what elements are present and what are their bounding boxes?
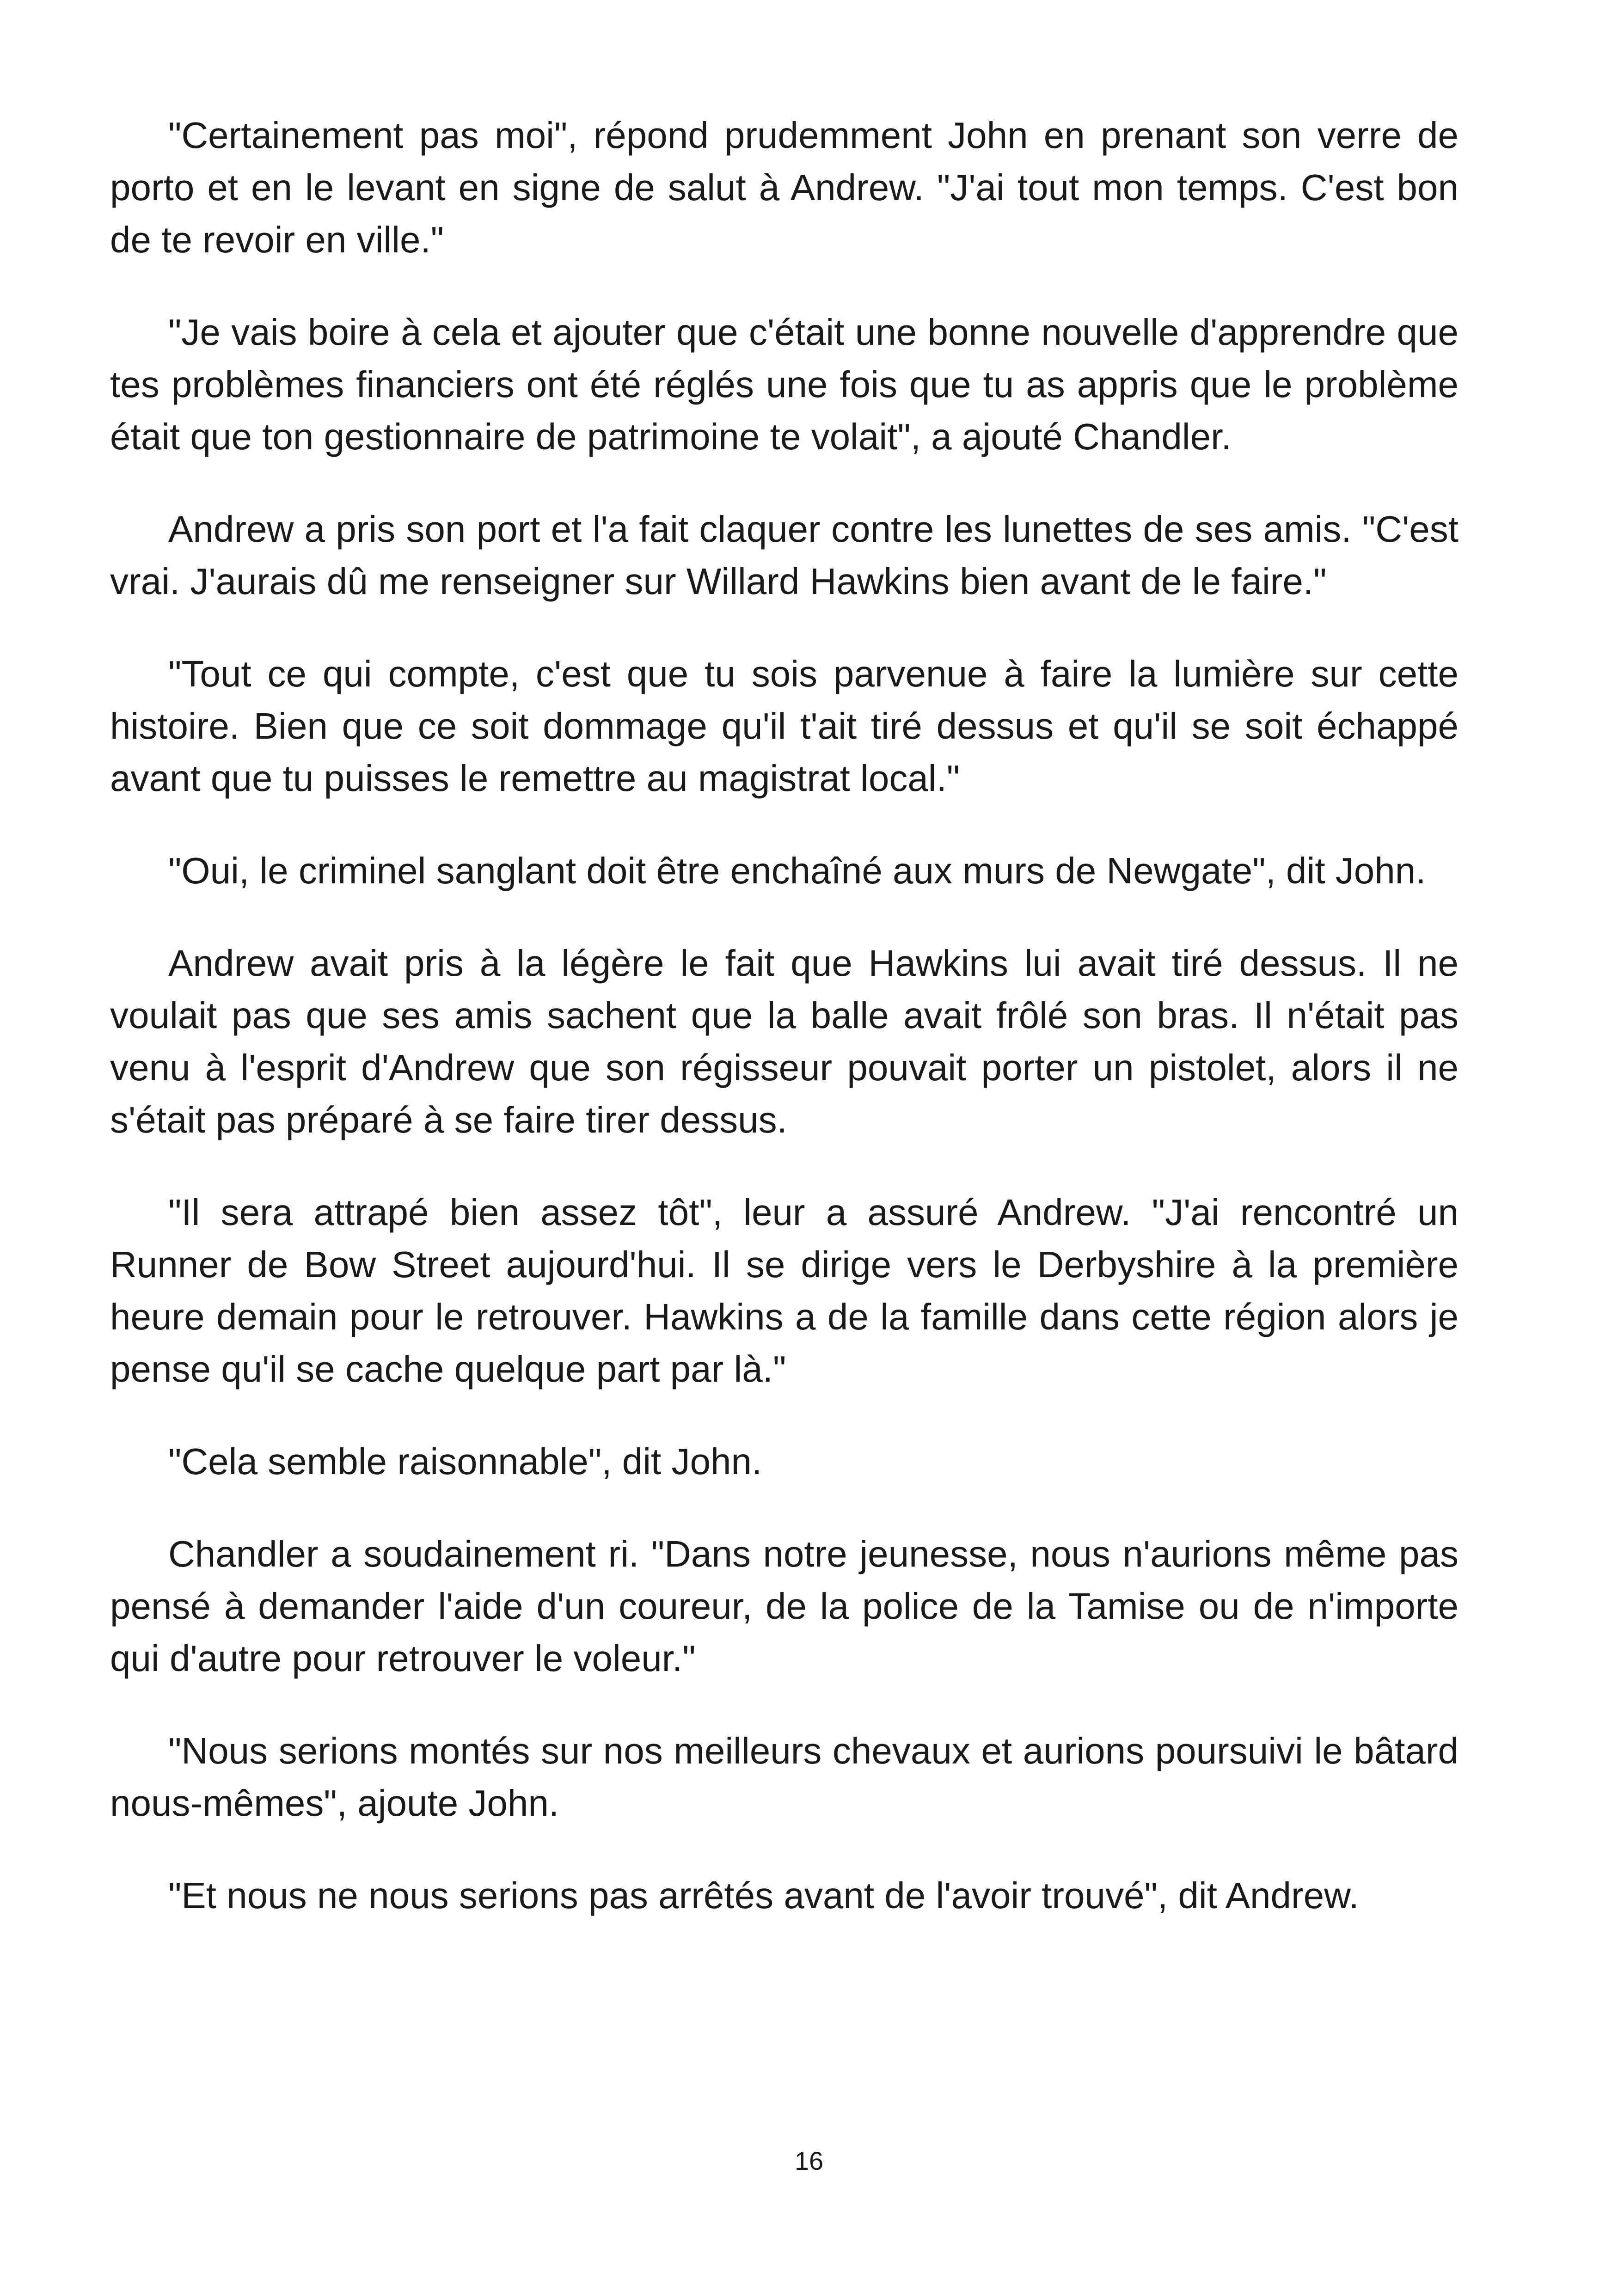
- paragraph-9: Chandler a soudainement ri. "Dans notre jeunesse, nous n'aurions même pas pensé à demander l'aide d'un coureur, de la police de la Tamise ou de n'importe qui d'autre pour retrouver le voleur.": [110, 1533, 1459, 1679]
- paragraph-4: "Tout ce qui compte, c'est que tu sois parvenue à faire la lumière sur cette histoire. Bien que ce soit dommage qu'il t'ait tiré dessus et qu'il se soit échappé avant que tu puisses le remettre au magistrat local.": [110, 653, 1459, 799]
- body-text: [110, 109, 1459, 1962]
- paragraph-6: Andrew avait pris à la légère le fait que Hawkins lui avait tiré dessus. Il ne voulait pas que ses amis sachent que la balle avait frôlé son bras. Il n'était pas venu à l'esprit d'Andrew que son régisseur pouvait porter un pistolet, alors il ne s'était pas préparé à se faire tirer dessus.: [110, 943, 1459, 1140]
- page-number: 16: [794, 2146, 824, 2175]
- paragraph-2: "Je vais boire à cela et ajouter que c'était une bonne nouvelle d'apprendre que tes problèmes financiers ont été réglés une fois que tu as appris que le problème était que ton gestionnaire de patrimoine te volait", a ajouté Chandler.: [110, 312, 1459, 457]
- paragraph-10: "Nous serions montés sur nos meilleurs chevaux et aurions poursuivi le bâtard nous-mêmes", ajoute John.: [110, 1730, 1459, 1824]
- paragraph-5: "Oui, le criminel sanglant doit être enchaîné aux murs de Newgate", dit John.: [168, 850, 1426, 891]
- paragraph-7: "Il sera attrapé bien assez tôt", leur a assuré Andrew. "J'ai rencontré un Runner de Bow Street aujourd'hui. Il se dirige vers le Derbyshire à la première heure demain pour le retrouver. Hawkins a de la famille dans cette région alors je pense qu'il se cache quelque part par là.": [110, 1192, 1459, 1390]
- paragraph-8: "Cela semble raisonnable", dit John.: [168, 1441, 762, 1482]
- paragraph-11: "Et nous ne nous serions pas arrêtés avant de l'avoir trouvé", dit Andrew.: [168, 1875, 1359, 1916]
- paragraph-1: "Certainement pas moi", répond prudemment John en prenant son verre de porto et en le levant en signe de salut à Andrew. "J'ai tout mon temps. C'est bon de te revoir en ville.": [110, 115, 1459, 260]
- paragraph-3: Andrew a pris son port et l'a fait claquer contre les lunettes de ses amis. "C'est vrai. J'aurais dû me renseigner sur Willard Hawkins bien avant de le faire.": [110, 508, 1459, 602]
